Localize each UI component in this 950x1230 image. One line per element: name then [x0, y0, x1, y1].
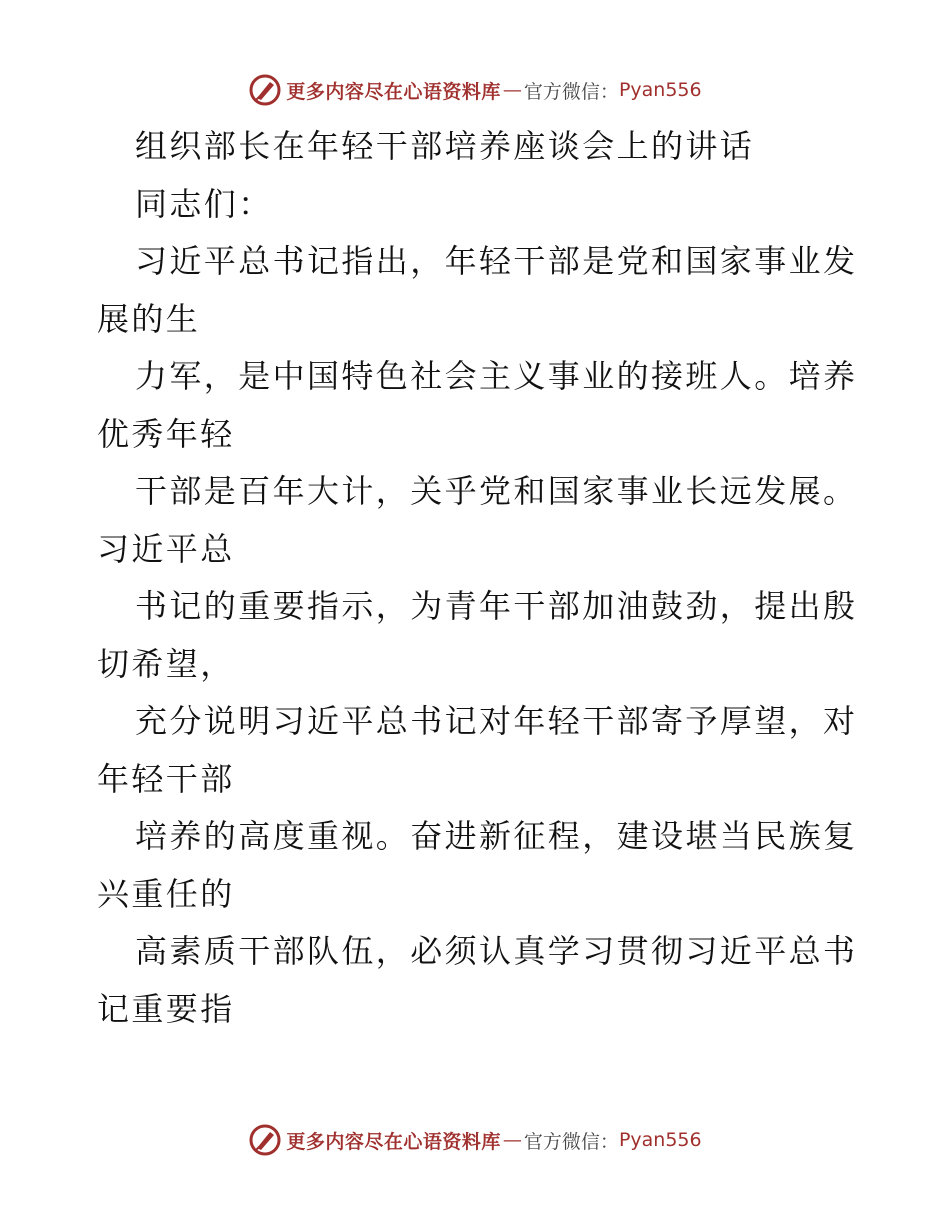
paragraph-line: 培养的高度重视。奋进新征程，建设堪当民族复: [135, 817, 858, 855]
paragraph-line: 切希望，: [97, 644, 235, 683]
banner-dash: —: [502, 79, 522, 101]
paragraph-line: 力军，是中国特色社会主义事业的接班人。培养: [135, 357, 858, 395]
banner-wechat-id: Pyan556: [618, 1129, 702, 1151]
header-banner: [0, 70, 950, 110]
banner-wechat-label: 官方微信：: [523, 80, 619, 103]
paragraph-line: 书记的重要指示，为青年干部加油鼓劲，提出殷: [135, 587, 858, 625]
paragraph-line: 优秀年轻: [97, 414, 235, 453]
paragraph-line: 充分说明习近平总书记对年轻干部寄予厚望，对: [135, 702, 858, 740]
document-greeting: 同志们：: [135, 184, 273, 223]
banner-slogan: 更多内容尽在心语资料库: [286, 80, 501, 103]
quill-pen-logo-icon: [248, 1123, 282, 1157]
paragraph-line: 展的生: [97, 299, 201, 338]
paragraph-line: 兴重任的: [97, 874, 235, 913]
document-lines: [97, 233, 857, 1038]
document-body: [97, 118, 857, 1038]
banner-slogan: 更多内容尽在心语资料库: [286, 1130, 501, 1153]
paragraph-line: 高素质干部队伍，必须认真学习贯彻习近平总书: [135, 932, 858, 970]
paragraph-line: 年轻干部: [97, 759, 235, 798]
paragraph-line: 干部是百年大计，关乎党和国家事业长远发展。: [135, 472, 858, 510]
quill-pen-logo-icon: [248, 73, 282, 107]
paragraph-line: 记重要指: [97, 989, 235, 1028]
paragraph-line: 习近平总书记指出，年轻干部是党和国家事业发: [135, 242, 858, 280]
banner-wechat-label: 官方微信：: [523, 1130, 619, 1153]
paragraph-line: 习近平总: [97, 529, 235, 568]
document-title: 组织部长在年轻干部培养座谈会上的讲话: [135, 127, 755, 165]
banner-wechat-id: Pyan556: [618, 79, 702, 101]
footer-banner: [0, 1120, 950, 1160]
banner-dash: —: [502, 1129, 522, 1151]
